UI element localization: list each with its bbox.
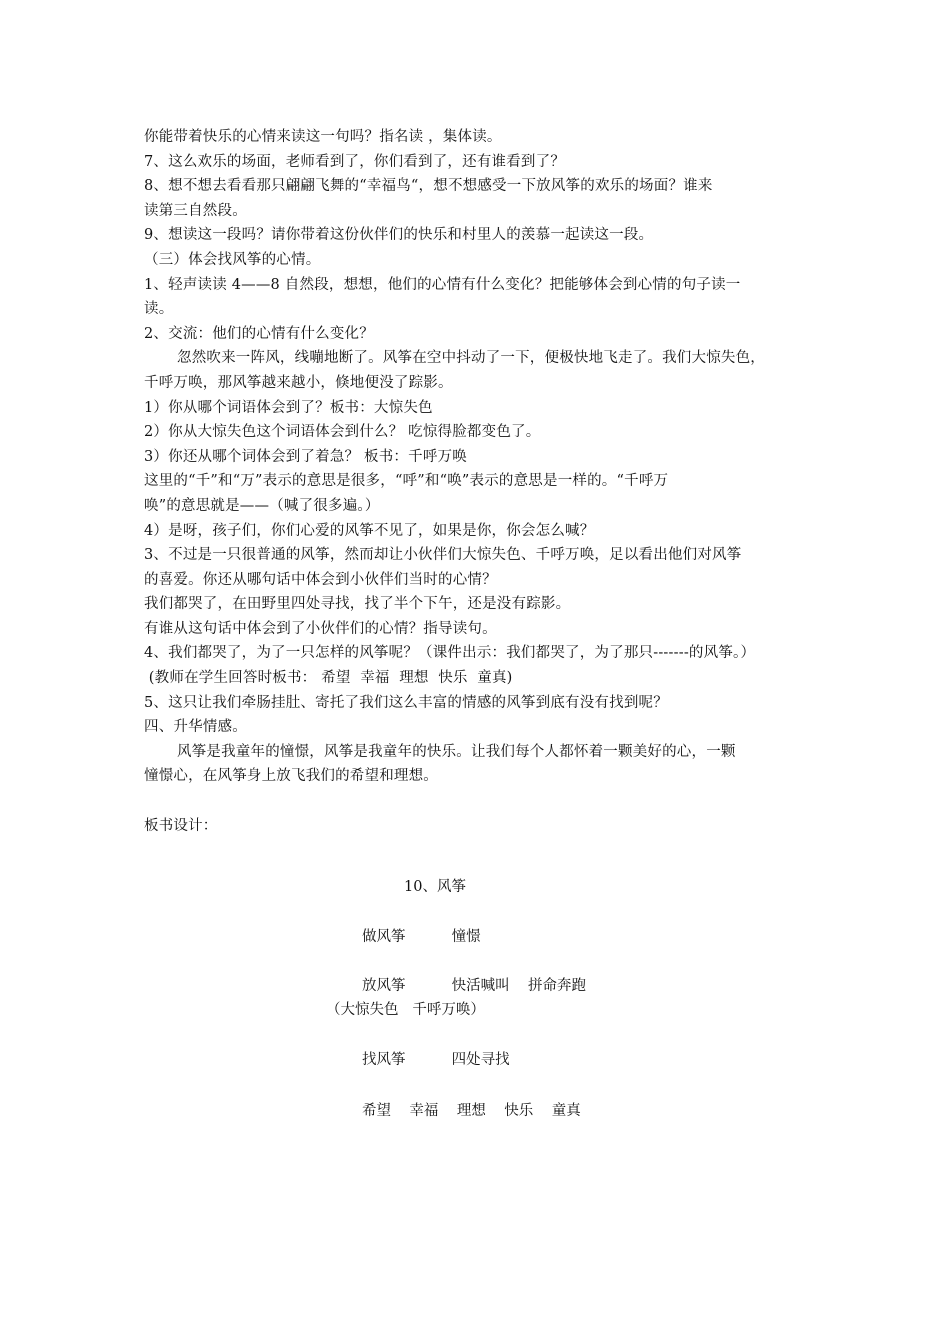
board-row: 放风筝 快活喊叫 拼命奔跑 — [362, 978, 587, 994]
paragraph-line: 唤”的意思就是——（喊了很多遍。） — [144, 497, 380, 514]
paragraph-line: 读第三自然段。 — [144, 202, 247, 219]
paragraph-line: 9、想读这一段吗？请你带着这份伙伴们的快乐和村里人的羡慕一起读这一段。 — [144, 227, 654, 244]
paragraph-line: 3、不过是一只很普通的风筝，然而却让小伙伴们大惊失色、千呼万唤，足以看出他们对风筝 — [144, 547, 742, 564]
board-heading: 板书设计： — [144, 817, 218, 834]
section-heading: （三）体会找风筝的心情。 — [144, 251, 321, 268]
board-row: 找风筝 四处寻找 — [362, 1052, 510, 1068]
section-heading: 四、升华情感。 — [144, 719, 247, 736]
paragraph-line: 憧憬心，在风筝身上放飞我们的希望和理想。 — [144, 768, 438, 785]
paragraph-line: (教师在学生回答时板书： 希望 幸福 理想 快乐 童真) — [144, 670, 513, 687]
paragraph-line: 你能带着快乐的心情来读这一句吗？指名读 ，集体读。 — [144, 129, 502, 145]
paragraph-line: 4）是呀，孩子们，你们心爱的风筝不见了，如果是你，你会怎么喊？ — [144, 522, 595, 539]
paragraph-line: 4、我们都哭了，为了一只怎样的风筝呢？（课件出示：我们都哭了，为了那只-------的风筝。） — [144, 645, 756, 662]
paragraph-line: 我们都哭了，在田野里四处寻找，找了半个下午，还是没有踪影。 — [144, 596, 571, 613]
blank-line — [144, 789, 824, 814]
paragraph-line: 这里的“千”和“万”表示的意思是很多，“呼”和“唤”表示的意思是一样的。“千呼万 — [144, 473, 669, 490]
paragraph-line: 风筝是我童年的憧憬，风筝是我童年的快乐。让我们每个人都怀着一颗美好的心，一颗 — [177, 743, 736, 760]
paragraph-line: 2）你从大惊失色这个词语体会到什么？ 吃惊得脸都变色了。 — [144, 424, 541, 441]
quote-line: 千呼万唤，那风筝越来越小，倏地便没了踪影。 — [144, 374, 453, 391]
paragraph-line: 7、这么欢乐的场面，老师看到了，你们看到了，还有谁看到了？ — [144, 153, 566, 170]
paragraph-line: 读。 — [144, 301, 174, 318]
paragraph-line: 2、交流：他们的心情有什么变化？ — [144, 325, 374, 342]
paragraph-line: 8、想不想去看看那只翩翩飞舞的“幸福鸟“，想不想感受一下放风筝的欢乐的场面？谁来 — [144, 178, 713, 195]
paragraph-line: 有谁从这句话中体会到了小伙伴们的心情？指导读句。 — [144, 620, 497, 637]
board-title: 10、风筝 — [404, 879, 466, 895]
paragraph-line: 的喜爱。你还从哪句话中体会到小伙伴们当时的心情？ — [144, 571, 497, 588]
paragraph-line: 3）你还从哪个词体会到了着急？ 板书：千呼万唤 — [144, 448, 467, 465]
board-row: 希望 幸福 理想 快乐 童真 — [362, 1103, 581, 1119]
board-row-sub: （大惊失色 千呼万唤） — [326, 1002, 485, 1018]
paragraph-line: 1、轻声读读 4——8 自然段，想想，他们的心情有什么变化？把能够体会到心情的句子读一 — [144, 276, 741, 293]
paragraph-line: 5、这只让我们牵肠挂肚、寄托了我们这么丰富的情感的风筝到底有没有找到呢？ — [144, 694, 668, 711]
board-row: 做风筝 憧憬 — [362, 929, 481, 945]
paragraph-line: 1）你从哪个词语体会到了？板书：大惊失色 — [144, 399, 433, 416]
quote-line: 忽然吹来一阵风，线嘣地断了。风筝在空中抖动了一下，便极快地飞走了。我们大惊失色， — [177, 350, 765, 367]
lesson-body — [144, 125, 824, 838]
